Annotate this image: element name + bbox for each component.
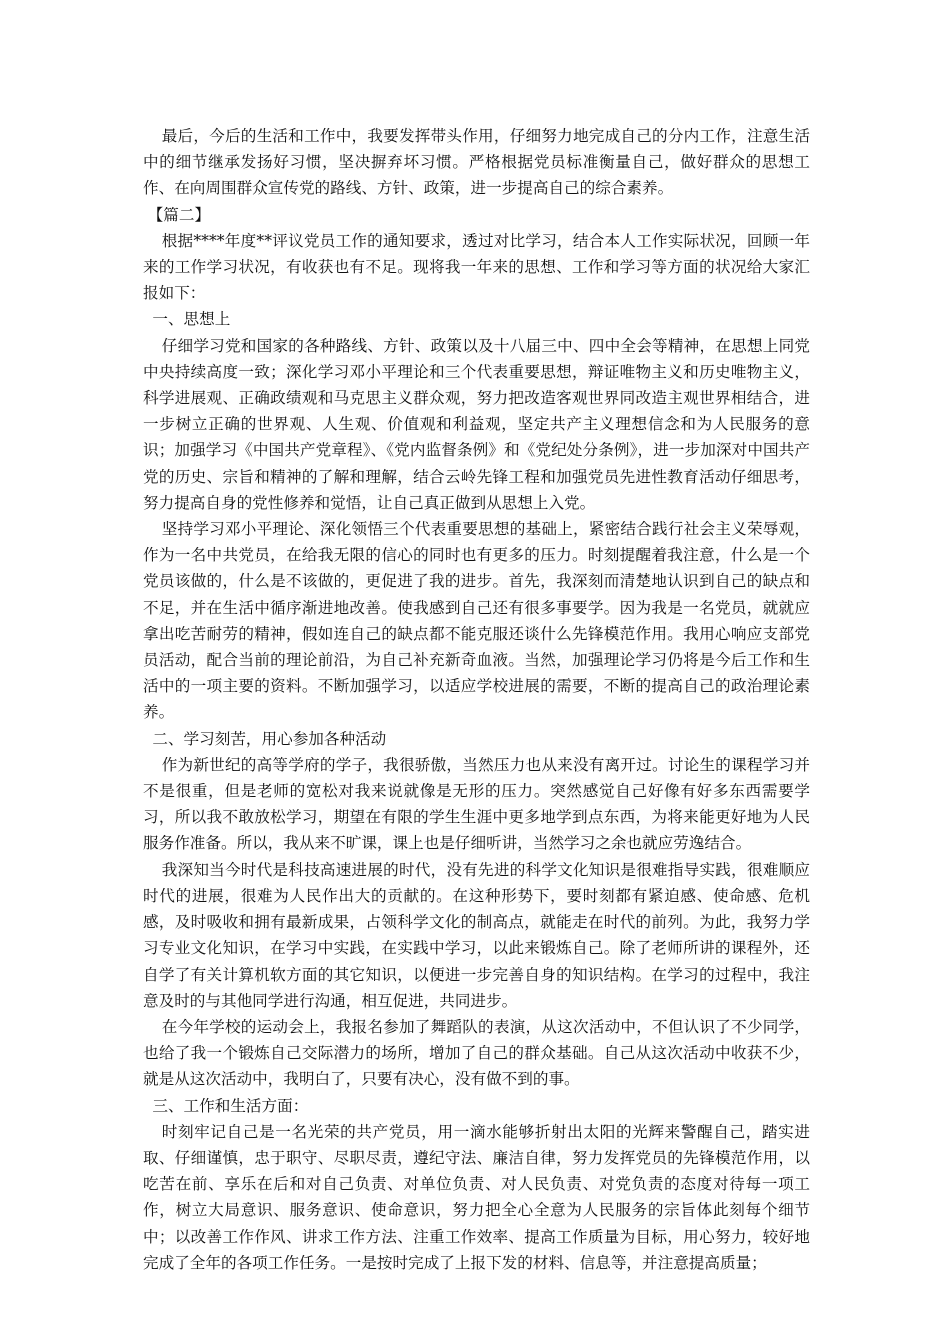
section-title: 【篇二】 bbox=[147, 205, 211, 224]
heading-thought: 一、思想上 bbox=[152, 310, 231, 329]
paragraph-thought-2: 坚持学习邓小平理论、深化领悟三个代表重要思想的基础上，紧密结合践行社会主义荣辱观，作为一名中共党员，在给我无限的信心的同时也有更多的压力。时刻提醒着我注意，什么是一个党员该做的，什么是不该做的，更促进了我的进步。首先，我深刻而清楚地认识到自己的缺点和不足，并在生活中循序渐进地改善。使我感到自己还有很多事要学。因为我是一名党员，就就应拿出吃苦耐劳的精神，假如连自己的缺点都不能克服还谈什么先锋模范作用。我用心响应支部党员活动，配合当前的理论前沿，为自己补充新奇血液。当然，加强理论学习仍将是今后工作和生活中的一项主要的资料。不断加强学习，以适应学校进展的需要，不断的提高自己的政治理论素养。 bbox=[143, 520, 810, 722]
heading-work-life: 三、工作和生活方面： bbox=[152, 1096, 309, 1115]
document-body bbox=[143, 123, 810, 1276]
paragraph-opening: 根据****年度**评议党员工作的通知要求，透过对比学习，结合本人工作实际状况，回顾一年来的工作学习状况，有收获也有不足。现将我一年来的思想、工作和学习等方面的状况给大家汇报如下： bbox=[143, 231, 810, 303]
paragraph-study-1: 作为新世纪的高等学府的学子，我很骄傲，当然压力也从来没有离开过。讨论生的课程学习并不是很重，但是老师的宽松对我来说就像是无形的压力。突然感觉自己好像有好多东西需要学习，所以我不敢放松学习，期望在有限的学生生涯中更多地学到点东西，为将来能更好地为人民服务作准备。所以，我从来不旷课，课上也是仔细听讲，当然学习之余也就应劳逸结合。 bbox=[143, 755, 810, 853]
paragraph-study-2: 我深知当今时代是科技高速进展的时代，没有先进的科学文化知识是很难指导实践，很难顺应时代的进展，很难为人民作出大的贡献的。在这种形势下，要时刻都有紧迫感、使命感、危机感，及时吸收和拥有最新成果，占领科学文化的制高点，就能走在时代的前列。为此，我努力学习专业文化知识，在学习中实践，在实践中学习，以此来锻炼自己。除了老师所讲的课程外，还自学了有关计算机软方面的其它知识，以便进一步完善自身的知识结构。在学习的过程中，我注意及时的与其他同学进行沟通，相互促进，共同进步。 bbox=[143, 860, 810, 1010]
paragraph-study-3: 在今年学校的运动会上，我报名参加了舞蹈队的表演，从这次活动中，不但认识了不少同学，也给了我一个锻炼自己交际潜力的场所，增加了自己的群众基础。自己从这次活动中收获不少，就是从这次活动中，我明白了，只要有决心，没有做不到的事。 bbox=[143, 1017, 810, 1089]
paragraph-work-1: 时刻牢记自己是一名光荣的共产党员，用一滴水能够折射出太阳的光辉来警醒自己，踏实进取、仔细谨慎，忠于职守、尽职尽责，遵纪守法、廉洁自律，努力发挥党员的先锋模范作用，以吃苦在前、享乐在后和对自己负责、对单位负责、对人民负责、对党负责的态度对待每一项工作，树立大局意识、服务意识、使命意识，努力把全心全意为人民服务的宗旨体此刻每个细节中；以改善工作作风、讲求工作方法、注重工作效率、提高工作质量为目标，用心努力，较好地完成了全年的各项工作任务。一是按时完成了上报下发的材料、信息等，并注意提高质量； bbox=[143, 1122, 810, 1272]
heading-study: 二、学习刻苦，用心参加各种活动 bbox=[152, 729, 387, 748]
paragraph-intro: 最后，今后的生活和工作中，我要发挥带头作用，仔细努力地完成自己的分内工作，注意生活中的细节继承发扬好习惯，坚决摒弃坏习惯。严格根据党员标准衡量自己，做好群众的思想工作、在向周围群众宣传党的路线、方针、政策，进一步提高自己的综合素养。 bbox=[143, 127, 810, 198]
paragraph-thought-1: 仔细学习党和国家的各种路线、方针、政策以及十八届三中、四中全会等精神，在思想上同党中央持续高度一致；深化学习邓小平理论和三个代表重要思想，辩证唯物主义和历史唯物主义，科学进展观、正确政绩观和马克思主义群众观，努力把改造客观世界同改造主观世界相结合，进一步树立正确的世界观、人生观、价值观和利益观，坚定共产主义理想信念和为人民服务的意识；加强学习《中国共产党章程》、《党内监督条例》和《党纪处分条例》，进一步加深对中国共产党的历史、宗旨和精神的了解和理解，结合云岭先锋工程和加强党员先进性教育活动仔细思考，努力提高自身的党性修养和觉悟，让自己真正做到从思想上入党。 bbox=[143, 336, 810, 512]
